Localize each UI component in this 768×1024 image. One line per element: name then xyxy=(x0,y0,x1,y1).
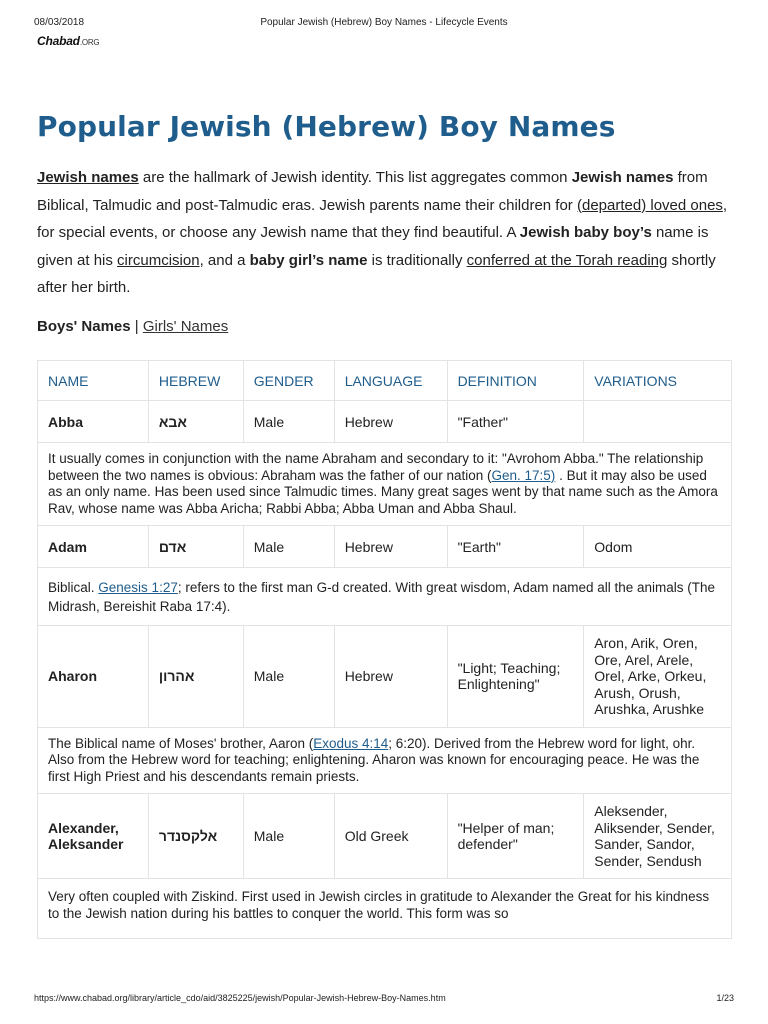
hebrew-cell: אהרון xyxy=(148,626,243,728)
table-row xyxy=(38,626,732,728)
intro-text: from Biblical, Talmudic and post-Talmudic eras. Jewish parents name their children for xyxy=(37,169,708,214)
column-header-hebrew: HEBREW xyxy=(148,361,243,401)
table-row xyxy=(38,794,732,879)
print-title: Popular Jewish (Hebrew) Boy Names - Lifecycle Events xyxy=(260,17,508,28)
description-text: The Biblical name of Moses' brother, Aaron ( xyxy=(48,735,314,751)
name-cell: Abba xyxy=(38,401,149,443)
table-row xyxy=(38,526,732,568)
page-title: Popular Jewish (Hebrew) Boy Names xyxy=(37,110,616,143)
description-cell xyxy=(38,879,732,939)
names-table xyxy=(37,360,732,939)
description-row xyxy=(38,727,732,794)
jewish-names-link[interactable]: Jewish names xyxy=(37,169,139,186)
description-row xyxy=(38,879,732,939)
tab-boys-names[interactable]: Boys' Names xyxy=(37,318,131,335)
tab-girls-names[interactable]: Girls' Names xyxy=(142,318,229,335)
name-cell: Alexander, Aleksander xyxy=(38,794,149,879)
tab-separator: | xyxy=(130,318,143,335)
departed-link[interactable]: (departed) loved ones xyxy=(576,196,723,214)
column-header-language: LANGUAGE xyxy=(334,361,447,401)
description-cell xyxy=(38,568,732,626)
description-row xyxy=(38,443,732,526)
gender-cell: Male xyxy=(243,794,334,879)
description-text: ; 6:20). Derived from the Hebrew word for light, ohr. Also from the Hebrew word for teaching; enlightening. Aharon was known for encouraging peace. He was the first High Priest and his descendants remain priests. xyxy=(48,735,700,784)
language-cell: Hebrew xyxy=(334,626,447,728)
description-text: . But it may also be used as an only name. Has been used since Talmudic times. Many great sages went by that name such as the Amora Rav, whose name was Abba Aricha; Rabbi Abba; Abba Uman and Abba Shaul. xyxy=(48,467,718,516)
name-cell: Adam xyxy=(38,526,149,568)
language-cell: Old Greek xyxy=(334,794,447,879)
torah-reading-link[interactable]: conferred at the Torah reading xyxy=(466,251,668,269)
scripture-link[interactable]: Gen. 17:5) xyxy=(491,467,556,483)
variations-cell: Aron, Arik, Oren, Ore, Arel, Arele, Orel, Arke, Orkeu, Arush, Orush, Arushka, Arushke xyxy=(584,626,732,728)
chabad-logo[interactable] xyxy=(37,34,99,48)
description-text: ; refers to the first man G-d created. With great wisdom, Adam named all the animals (The Midrash, Bereishit Raba 17:4). xyxy=(48,579,716,614)
name-cell: Aharon xyxy=(38,626,149,728)
description-cell xyxy=(38,443,732,526)
page-url[interactable]: https://www.chabad.org/library/article_cdo/aid/3825225/jewish/Popular-Jewish-Hebrew-Boy-Names.htm xyxy=(34,993,446,1003)
variations-cell xyxy=(584,401,732,443)
intro-text: , for special events, or choose any Jewish name that they find beautiful. A xyxy=(37,196,728,241)
logo-suffix: .ORG xyxy=(79,38,100,47)
definition-cell: "Helper of man; defender" xyxy=(447,794,584,879)
variations-cell: Odom xyxy=(584,526,732,568)
description-row xyxy=(38,568,732,626)
column-header-name: NAME xyxy=(38,361,149,401)
language-cell: Hebrew xyxy=(334,526,447,568)
print-header xyxy=(34,17,734,31)
hebrew-cell: אדם xyxy=(148,526,243,568)
intro-text: , and a xyxy=(199,251,250,269)
intro-text: is traditionally xyxy=(367,251,467,269)
definition-cell: "Earth" xyxy=(447,526,584,568)
table-row xyxy=(38,401,732,443)
gender-cell: Male xyxy=(243,526,334,568)
intro-text: name is given at his xyxy=(37,224,709,269)
column-header-variations: VARIATIONS xyxy=(584,361,732,401)
hebrew-cell: אלקסנדר xyxy=(148,794,243,879)
name-tabs xyxy=(37,318,228,335)
logo-name: Chabad xyxy=(37,34,80,48)
column-header-gender: GENDER xyxy=(243,361,334,401)
intro-paragraph xyxy=(37,164,737,302)
variations-cell: Aleksender, Aliksender, Sender, Sander, Sandor, Sender, Sendush xyxy=(584,794,732,879)
gender-cell: Male xyxy=(243,626,334,728)
scripture-link[interactable]: Exodus 4:14 xyxy=(313,735,389,751)
gender-cell: Male xyxy=(243,401,334,443)
table-header-row xyxy=(38,361,732,401)
circumcision-link[interactable]: circumcision xyxy=(117,251,200,269)
description-text: Biblical. xyxy=(48,579,99,595)
language-cell: Hebrew xyxy=(334,401,447,443)
intro-text: shortly after her birth. xyxy=(37,251,716,296)
print-date: 08/03/2018 xyxy=(34,17,85,28)
column-header-definition: DEFINITION xyxy=(447,361,584,401)
description-cell xyxy=(38,727,732,794)
hebrew-cell: אבא xyxy=(148,401,243,443)
intro-bold: baby girl’s name xyxy=(249,251,368,269)
page-number: 1/23 xyxy=(716,993,734,1003)
description-text: It usually comes in conjunction with the name Abraham and secondary to it: "Avrohom Abba." The relationship between the two names is obvious: Abraham was the father of our nation ( xyxy=(48,451,704,483)
description-text: Very often coupled with Ziskind. First used in Jewish circles in gratitude to Alexander the Great for his kindness to the Jewish nation during his battles to conquer the world. This form was so xyxy=(48,889,710,921)
scripture-link[interactable]: Genesis 1:27 xyxy=(98,579,178,595)
intro-bold: Jewish names xyxy=(571,169,674,186)
intro-bold: Jewish baby boy’s xyxy=(519,224,652,241)
definition-cell: "Light; Teaching; Enlightening" xyxy=(447,626,584,728)
intro-text: are the hallmark of Jewish identity. This list aggregates common xyxy=(138,169,572,186)
definition-cell: "Father" xyxy=(447,401,584,443)
